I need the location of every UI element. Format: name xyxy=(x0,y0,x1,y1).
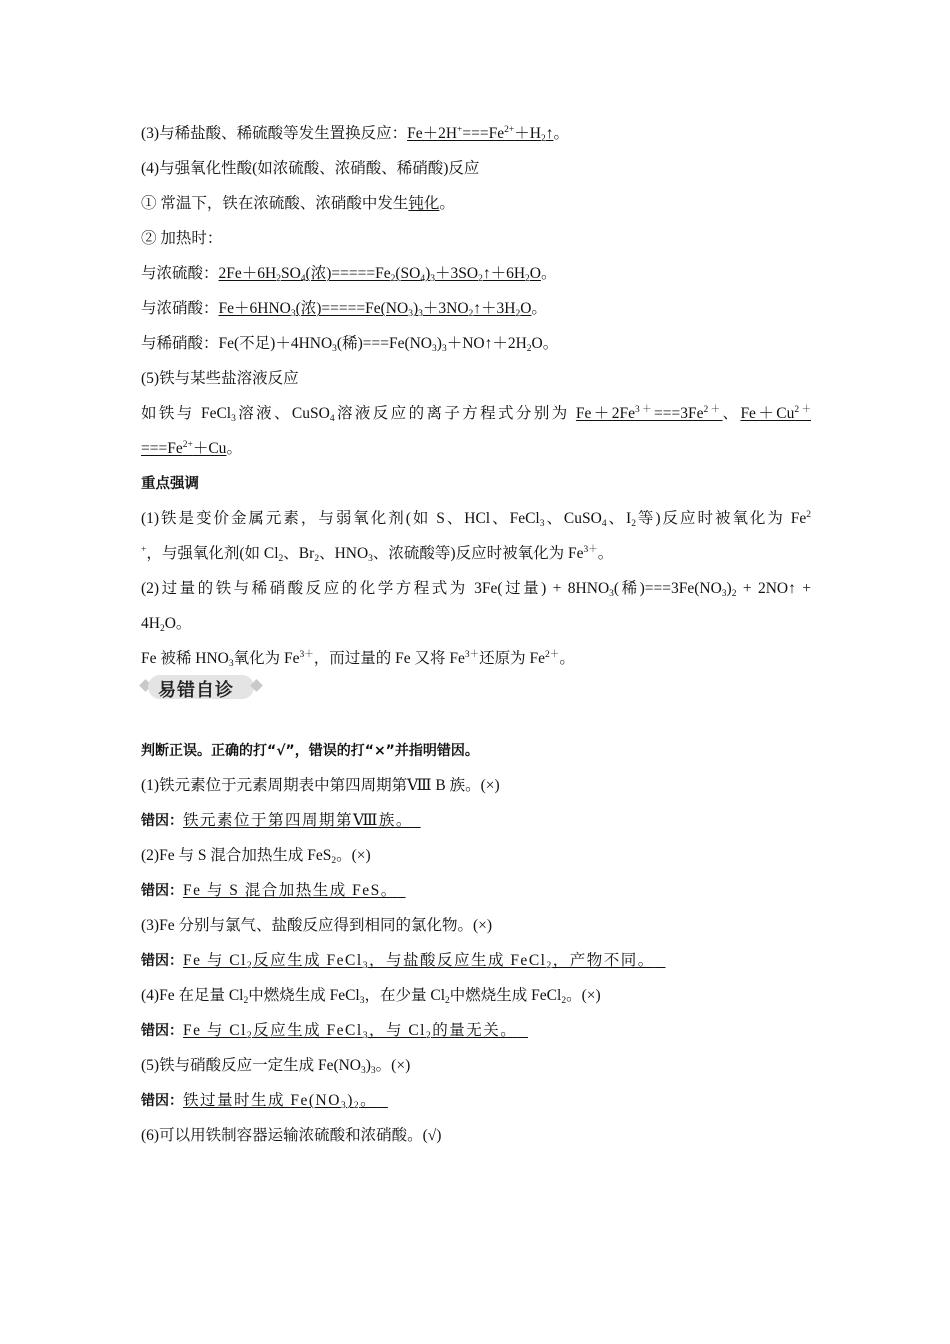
key-point-1-line-2: +，与强氧化剂(如 $Cl_2$、$Br_2$、$HNO_3$、浓硫酸等)反应时被氧化为 $Fe^{3+}$。 xyxy=(141,545,614,564)
question-2-error xyxy=(141,881,811,901)
question-3-error xyxy=(141,951,811,971)
error-reason-5: 铁过量时生成 $Fe(NO_3)_2$。 xyxy=(183,1092,378,1111)
document-page xyxy=(141,124,811,1161)
error-label: 错因： xyxy=(141,1093,183,1109)
passivation-answer: 钝化 xyxy=(408,195,440,212)
error-label: 错因： xyxy=(141,883,183,899)
question-1-error xyxy=(141,811,811,831)
conc-nitric-line: 与浓硝酸：$Fe+6HNO_3$(浓)$=====Fe(NO_3)_3+3NO_2↑+3H_2O$。 xyxy=(141,300,547,319)
error-label: 错因： xyxy=(141,953,183,969)
fe-dilute-acid-line: (3)与稀盐酸、稀硫酸等发生置换反应：$Fe+2H^+===Fe^{2+}+H_2↑$。 xyxy=(141,125,569,144)
conc-nitric-equation: $Fe+6HNO_3$(浓)$=====Fe(NO_3)_3+3NO_2↑+3H_2O$ xyxy=(218,300,532,319)
question-4: (4)Fe 在足量 $Cl_2$中燃烧生成 FeCl$_3$，在少量 $Cl_2$中燃烧生成 FeCl$_2$。(×) xyxy=(141,987,601,1006)
question-5: (5)铁与硝酸反应一定生成 $Fe(NO_3)_3$。(×) xyxy=(141,1057,411,1076)
banner-title: 易错自诊 xyxy=(158,680,234,701)
question-2: (2)Fe 与 S 混合加热生成 FeS$_2$。(×) xyxy=(141,847,371,866)
quiz-instruction: 判断正误。正确的打“√”，错误的打“×”并指明错因。 xyxy=(141,743,479,759)
error-label: 错因： xyxy=(141,813,183,829)
error-reason-1: 铁元素位于第四周期第Ⅷ族。 xyxy=(183,812,413,829)
error-reason-3: Fe 与 $Cl_2$反应生成 FeCl$_3$，与盐酸反应生成 FeCl$_2$，产物不同。 xyxy=(183,952,655,971)
key-point-3-line: Fe 被稀 $HNO_3$氧化为 $Fe^{3+}$，而过量的 Fe 又将 $Fe^{3+}$还原为 $Fe^{2+}$。 xyxy=(141,650,575,669)
question-6: (6)可以用铁制容器运输浓硫酸和浓硝酸。(√) xyxy=(141,1127,442,1144)
section-banner xyxy=(138,673,811,703)
key-point-2-line-1: (2)过量的铁与稀硝酸反应的化学方程式为 3Fe(过量) + $8HNO_3$(稀)$===3Fe(NO_3)_2$ + 2NO↑ + xyxy=(141,580,811,599)
conc-sulfuric-line: 与浓硫酸：$2Fe+6H_2SO_4$(浓)$=====Fe_2(SO_4)_3+3SO_2↑+6H_2O$。 xyxy=(141,265,557,284)
conc-sulfuric-equation: $2Fe+6H_2SO_4$(浓)$=====Fe_2(SO_4)_3+3SO_2↑+6H_2O$ xyxy=(218,265,541,284)
salt-solution-line-1: 如铁与 FeCl$_3$溶液、CuSO$_4$溶液反应的离子方程式分别为 $Fe+2Fe^{3+}===3Fe^{2+}$、$Fe+Cu^{2+}$ xyxy=(141,405,811,424)
copper-ion-equation-part2: $===Fe^{2+}+Cu$ xyxy=(141,440,227,457)
key-points-heading: 重点强调 xyxy=(141,476,199,492)
dilute-nitric-line: 与稀硝酸：Fe(不足)$+4HNO_3$(稀)$===Fe(NO_3)_3+NO↑+2H_2O$。 xyxy=(141,335,559,354)
key-point-1-line-1: (1)铁是变价金属元素，与弱氧化剂(如 S、HCl、FeCl$_3$、CuSO$_4$、$I_2$等)反应时被氧化为 Fe$^2$ xyxy=(141,510,811,529)
question-4-error xyxy=(141,1021,811,1041)
ferric-ion-equation: $Fe+2Fe^{3+}===3Fe^{2+}$ xyxy=(575,405,723,422)
fe-dilute-acid-equation: $Fe+2H^+===Fe^{2+}+H_2↑$ xyxy=(407,125,554,144)
question-5-error xyxy=(141,1091,811,1111)
strong-oxidizing-acid-heading: (4)与强氧化性酸(如浓硫酸、浓硝酸、稀硝酸)反应 xyxy=(141,160,480,177)
question-3: (3)Fe 分别与氯气、盐酸反应得到相同的氯化物。(×) xyxy=(141,917,493,934)
salt-solution-heading: (5)铁与某些盐溶液反应 xyxy=(141,370,299,387)
error-reason-4: Fe 与 $Cl_2$反应生成 FeCl$_3$，与 $Cl_2$的量无关。 xyxy=(183,1022,518,1041)
salt-solution-line-2: $===Fe^{2+}+Cu$。 xyxy=(141,440,242,457)
key-point-2-line-2: $4H_2O$。 xyxy=(141,615,192,634)
copper-ion-equation-part1: $Fe+Cu^{2+}$ xyxy=(740,405,811,422)
heating-line: ② 加热时： xyxy=(141,230,223,247)
question-1: (1)铁元素位于元素周期表中第四周期第Ⅷ B 族。(×) xyxy=(141,777,500,794)
error-reason-2: Fe 与 S 混合加热生成 FeS。 xyxy=(183,882,398,899)
text: (3)与稀盐酸、稀硫酸等发生置换反应： xyxy=(141,125,408,142)
passivation-line: ① 常温下，铁在浓硫酸、浓硝酸中发生钝化。 xyxy=(141,195,455,212)
error-label: 错因： xyxy=(141,1023,183,1039)
